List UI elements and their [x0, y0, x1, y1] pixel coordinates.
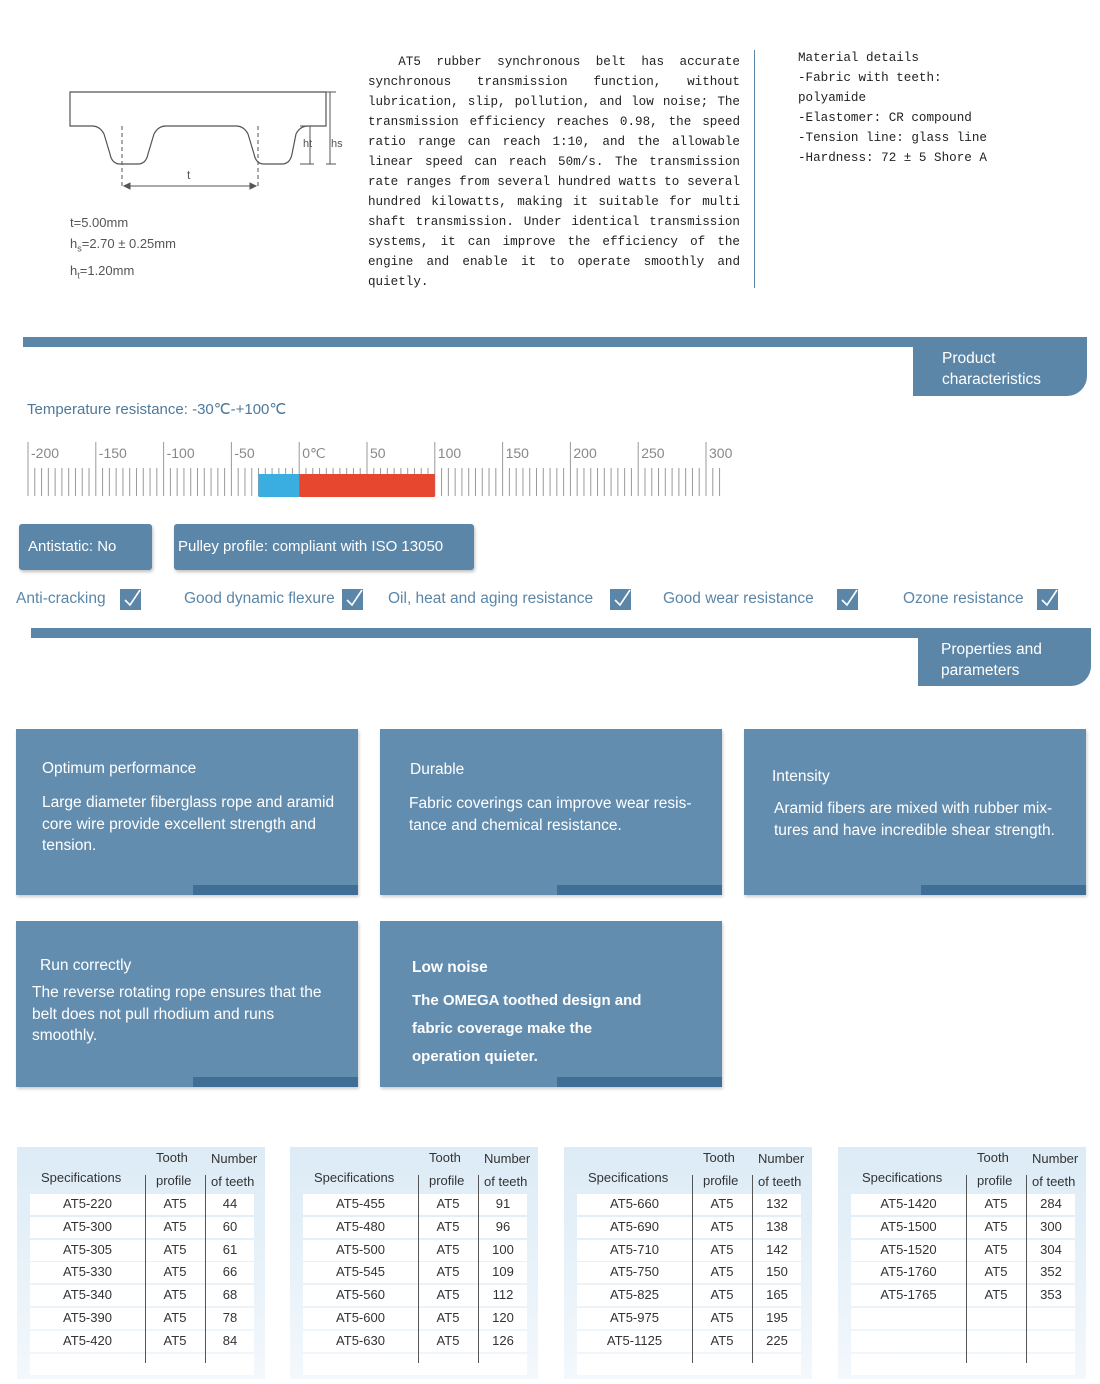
- cell-profile: AT5: [436, 1241, 460, 1257]
- card-body: The OMEGA toothed design and fabric coverage make the operation quieter.: [412, 992, 642, 1065]
- table-header: [838, 1147, 1086, 1193]
- feature-ozone-resistance: Ozone resistance: [903, 586, 1058, 612]
- table-row: [577, 1217, 801, 1238]
- cell-spec: AT5-330: [63, 1264, 112, 1280]
- cell-teeth: 142: [766, 1241, 788, 1257]
- material-details: [798, 48, 1098, 168]
- cell-teeth: 44: [222, 1196, 238, 1211]
- table-row: [303, 1240, 527, 1261]
- cell-profile: AT5: [163, 1196, 187, 1211]
- tick-label: 200: [573, 445, 597, 461]
- tooth-height-label: ht: [303, 138, 313, 150]
- header-specifications: Specifications: [314, 1170, 395, 1185]
- feature-oil-heat-aging: Oil, heat and aging resistance: [388, 586, 631, 612]
- table-header: [290, 1147, 538, 1193]
- tick-label: 0℃: [302, 445, 326, 461]
- cell-spec: AT5-1420: [880, 1196, 937, 1211]
- cell-spec: AT5-1125: [606, 1332, 663, 1348]
- cell-teeth: 225: [766, 1332, 788, 1348]
- header-number-of-teeth: of teeth: [211, 1174, 255, 1189]
- cell-profile: AT5: [163, 1264, 187, 1280]
- card-low-noise: [380, 921, 722, 1087]
- table-row: [851, 1194, 1075, 1215]
- cell-spec: AT5-455: [336, 1196, 385, 1211]
- cell-profile: AT5: [436, 1287, 460, 1303]
- table-row: [851, 1262, 1075, 1283]
- cell-teeth: 195: [766, 1310, 788, 1325]
- cell-teeth: 352: [1040, 1264, 1062, 1280]
- cell-teeth: 91: [495, 1196, 511, 1211]
- check-icon: [610, 589, 631, 610]
- cell-profile: AT5: [436, 1218, 460, 1234]
- card-durable: [380, 729, 722, 895]
- header-tooth-profile: profile: [429, 1173, 465, 1188]
- antistatic-badge: Antistatic: No: [19, 524, 152, 570]
- card-intensity: [744, 729, 1086, 895]
- cell-teeth: 150: [766, 1264, 788, 1280]
- cell-profile: AT5: [436, 1310, 460, 1325]
- cell-spec: AT5-1760: [880, 1264, 937, 1280]
- card-title: Run correctly: [40, 957, 132, 974]
- pulley-profile-badge: Pulley profile: compliant with ISO 13050: [174, 524, 474, 570]
- cell-spec: AT5-600: [336, 1310, 385, 1325]
- cell-profile: AT5: [710, 1196, 734, 1211]
- table-row: [577, 1194, 801, 1215]
- table-row: [577, 1354, 801, 1375]
- table-header: [17, 1147, 265, 1193]
- card-body: Aramid fibers are mixed with rubber mix- tures and have incredible shear strength.: [774, 800, 1055, 839]
- header-specifications: Specifications: [41, 1170, 122, 1185]
- table-row: [30, 1285, 254, 1306]
- section-title-parameters: Properties and parameters: [918, 629, 1091, 686]
- cell-profile: AT5: [163, 1287, 187, 1303]
- header-tooth-profile: Tooth: [703, 1150, 735, 1165]
- cell-spec: AT5-340: [63, 1287, 112, 1303]
- spec-table: [564, 1147, 812, 1379]
- header-number-of-teeth: of teeth: [758, 1174, 802, 1189]
- spec-table: [290, 1147, 538, 1379]
- header-number-of-teeth: Number: [484, 1151, 531, 1166]
- feature-wear-resistance: Good wear resistance: [663, 586, 858, 612]
- dimension-list: [70, 212, 176, 286]
- table-row: [577, 1285, 801, 1306]
- cell-spec: AT5-630: [336, 1332, 385, 1348]
- table-header: [564, 1147, 812, 1193]
- dim-tooth-height: $h_t=1.20mm$: [70, 262, 135, 281]
- header-number-of-teeth: Number: [1032, 1151, 1079, 1166]
- material-line: -Tension line: glass line: [798, 131, 987, 145]
- cell-spec: AT5-660: [610, 1196, 659, 1211]
- table-row: [30, 1262, 254, 1283]
- cell-teeth: 61: [222, 1241, 238, 1257]
- table-row: [303, 1262, 527, 1283]
- table-row: [851, 1240, 1075, 1261]
- table-row: [303, 1331, 527, 1352]
- table-row: [851, 1285, 1075, 1306]
- tick-label: -100: [166, 445, 195, 461]
- cell-spec: AT5-220: [63, 1196, 112, 1211]
- cell-spec: AT5-975: [610, 1310, 659, 1325]
- tick-label: 50: [370, 445, 386, 461]
- card-title: Optimum performance: [42, 760, 197, 777]
- cell-profile: AT5: [984, 1264, 1008, 1280]
- hot-range-bar: [299, 474, 435, 497]
- header-tooth-profile: Tooth: [156, 1150, 188, 1165]
- cold-range-bar: [259, 474, 300, 497]
- cell-teeth: 304: [1040, 1241, 1062, 1257]
- cell-profile: AT5: [710, 1310, 734, 1325]
- header-specifications: Specifications: [588, 1170, 669, 1185]
- feature-anti-cracking: Anti-cracking: [16, 586, 141, 612]
- check-icon: [1037, 589, 1058, 610]
- cell-teeth: 284: [1040, 1196, 1062, 1211]
- cell-profile: AT5: [163, 1310, 187, 1325]
- header-number-of-teeth: of teeth: [484, 1174, 528, 1189]
- section-title-characteristics: Product characteristics: [913, 338, 1087, 396]
- card-title: Intensity: [772, 768, 830, 785]
- dim-pitch: t=5.00mm: [70, 215, 129, 230]
- header-tooth-profile: Tooth: [977, 1150, 1009, 1165]
- tick-label: -50: [234, 445, 255, 461]
- cell-spec: AT5-300: [63, 1218, 112, 1234]
- cell-spec: AT5-1765: [880, 1287, 937, 1303]
- cell-teeth: 126: [492, 1332, 514, 1348]
- check-icon: [837, 589, 858, 610]
- cell-profile: AT5: [710, 1264, 734, 1280]
- temperature-title: Temperature resistance: -30℃-+100℃: [27, 401, 287, 418]
- cell-profile: AT5: [984, 1218, 1008, 1234]
- table-row: [303, 1217, 527, 1238]
- cell-spec: AT5-390: [63, 1310, 112, 1325]
- cell-profile: AT5: [436, 1264, 460, 1280]
- dim-total-height: $h_s=2.70 \pm 0.25mm$: [70, 236, 176, 254]
- cell-spec: AT5-825: [610, 1287, 659, 1303]
- table-row: [577, 1240, 801, 1261]
- table-row: [303, 1354, 527, 1375]
- cell-teeth: 165: [766, 1287, 788, 1303]
- cell-spec: AT5-1500: [880, 1218, 937, 1234]
- cell-teeth: 132: [766, 1196, 788, 1211]
- table-row: [303, 1285, 527, 1306]
- cell-teeth: 96: [495, 1218, 511, 1234]
- card-body: Fabric coverings can improve wear resis- tance and chemical resistance.: [409, 795, 692, 834]
- material-title: Material details: [798, 51, 919, 65]
- cell-teeth: 300: [1040, 1218, 1062, 1234]
- column-divider: [692, 1175, 693, 1363]
- card-body: Large diameter fiberglass rope and aramid core wire provide excellent strength and tension.: [42, 794, 335, 854]
- table-row: [30, 1308, 254, 1329]
- card-title: Low noise: [412, 959, 488, 976]
- column-divider: [145, 1175, 146, 1363]
- cell-spec: AT5-545: [336, 1264, 385, 1280]
- cell-teeth: 120: [492, 1310, 514, 1325]
- cell-teeth: 138: [766, 1218, 788, 1234]
- cell-teeth: 66: [222, 1264, 238, 1280]
- cell-spec: AT5-1520: [880, 1241, 937, 1257]
- cell-teeth: 100: [492, 1241, 514, 1257]
- cell-profile: AT5: [984, 1241, 1008, 1257]
- column-divider: [418, 1175, 419, 1363]
- cell-spec: AT5-480: [336, 1218, 385, 1234]
- check-icon: [120, 589, 141, 610]
- header-tooth-profile: Tooth: [429, 1150, 461, 1165]
- table-row: [303, 1308, 527, 1329]
- column-divider: [1026, 1175, 1027, 1363]
- check-icon: [342, 589, 363, 610]
- tick-label: -150: [98, 445, 127, 461]
- cell-profile: AT5: [984, 1196, 1008, 1211]
- cell-profile: AT5: [436, 1196, 460, 1211]
- feature-dynamic-flexure: Good dynamic flexure: [184, 586, 363, 612]
- card-optimum-performance: [16, 729, 358, 895]
- belt-height-label: hs: [331, 138, 343, 150]
- header-number-of-teeth: Number: [758, 1151, 805, 1166]
- cell-profile: AT5: [436, 1332, 460, 1348]
- pitch-label: t: [187, 168, 191, 182]
- cell-spec: AT5-500: [336, 1241, 385, 1257]
- material-line: -Elastomer: CR compound: [798, 111, 972, 125]
- cell-teeth: 112: [492, 1287, 514, 1303]
- table-row: [303, 1194, 527, 1215]
- column-divider: [752, 1175, 753, 1363]
- table-row: [851, 1354, 1075, 1375]
- table-row: [30, 1354, 254, 1375]
- header-specifications: Specifications: [862, 1170, 943, 1185]
- cell-spec: AT5-710: [610, 1241, 659, 1257]
- material-line: polyamide: [798, 91, 867, 105]
- header-number-of-teeth: Number: [211, 1151, 258, 1166]
- cell-profile: AT5: [163, 1218, 187, 1234]
- cell-teeth: 109: [492, 1264, 514, 1280]
- cell-profile: AT5: [163, 1241, 187, 1257]
- card-run-correctly: [16, 921, 358, 1087]
- header-number-of-teeth: of teeth: [1032, 1174, 1076, 1189]
- cell-teeth: 60: [222, 1218, 238, 1234]
- tick-label: 150: [505, 445, 529, 461]
- table-row: [851, 1331, 1075, 1352]
- tick-label: 300: [709, 445, 733, 461]
- spec-table: [17, 1147, 265, 1379]
- cell-profile: AT5: [710, 1287, 734, 1303]
- cell-spec: AT5-690: [610, 1218, 659, 1234]
- column-divider: [966, 1175, 967, 1363]
- spec-table: [838, 1147, 1086, 1379]
- header-tooth-profile: profile: [703, 1173, 739, 1188]
- cell-spec: AT5-420: [63, 1332, 112, 1348]
- tick-label: -200: [31, 445, 60, 461]
- tick-label: 250: [641, 445, 665, 461]
- cell-profile: AT5: [163, 1332, 187, 1348]
- table-row: [851, 1308, 1075, 1329]
- header-tooth-profile: profile: [156, 1173, 192, 1188]
- header-tooth-profile: profile: [977, 1173, 1013, 1188]
- cell-teeth: 78: [222, 1310, 238, 1325]
- cell-spec: AT5-750: [610, 1264, 659, 1280]
- table-row: [577, 1262, 801, 1283]
- table-row: [30, 1217, 254, 1238]
- column-divider: [205, 1175, 206, 1363]
- table-row: [577, 1308, 801, 1329]
- cell-teeth: 353: [1040, 1287, 1062, 1303]
- product-description: AT5 rubber synchronous belt has accurate synchronous transmission function, without lubrication, slip, pollution, and low noise; The transmission efficiency reaches 0.98, the speed ratio range can reach 1:10, and the allowable linear speed can reach 50m/s. The transmission rate ranges from several hundred watts to several hundred kilowatts, making it suitable for multi shaft transmission. Under identical transmission systems, it can improve the efficiency of the engine and enable it to operate smoothly and quietly.: [368, 55, 740, 289]
- card-title: Durable: [410, 761, 465, 778]
- table-row: [577, 1331, 801, 1352]
- divider: [754, 50, 755, 288]
- temperature-scale: [24, 440, 784, 502]
- table-row: [30, 1331, 254, 1352]
- cell-profile: AT5: [984, 1287, 1008, 1303]
- cell-spec: AT5-305: [63, 1241, 112, 1257]
- table-row: [30, 1240, 254, 1261]
- table-row: [851, 1217, 1075, 1238]
- cell-profile: AT5: [710, 1218, 734, 1234]
- cell-teeth: 84: [222, 1332, 238, 1348]
- cell-profile: AT5: [710, 1241, 734, 1257]
- table-row: [30, 1194, 254, 1215]
- cell-teeth: 68: [222, 1287, 238, 1303]
- tick-label: 100: [437, 445, 462, 461]
- card-body: The reverse rotating rope ensures that the belt does not pull rhodium and runs smoothly.: [32, 984, 322, 1044]
- material-line: -Hardness: 72 ± 5 Shore A: [798, 151, 987, 165]
- column-divider: [478, 1175, 479, 1363]
- cell-profile: AT5: [710, 1332, 734, 1348]
- material-line: -Fabric with teeth:: [798, 71, 942, 85]
- cell-spec: AT5-560: [336, 1287, 385, 1303]
